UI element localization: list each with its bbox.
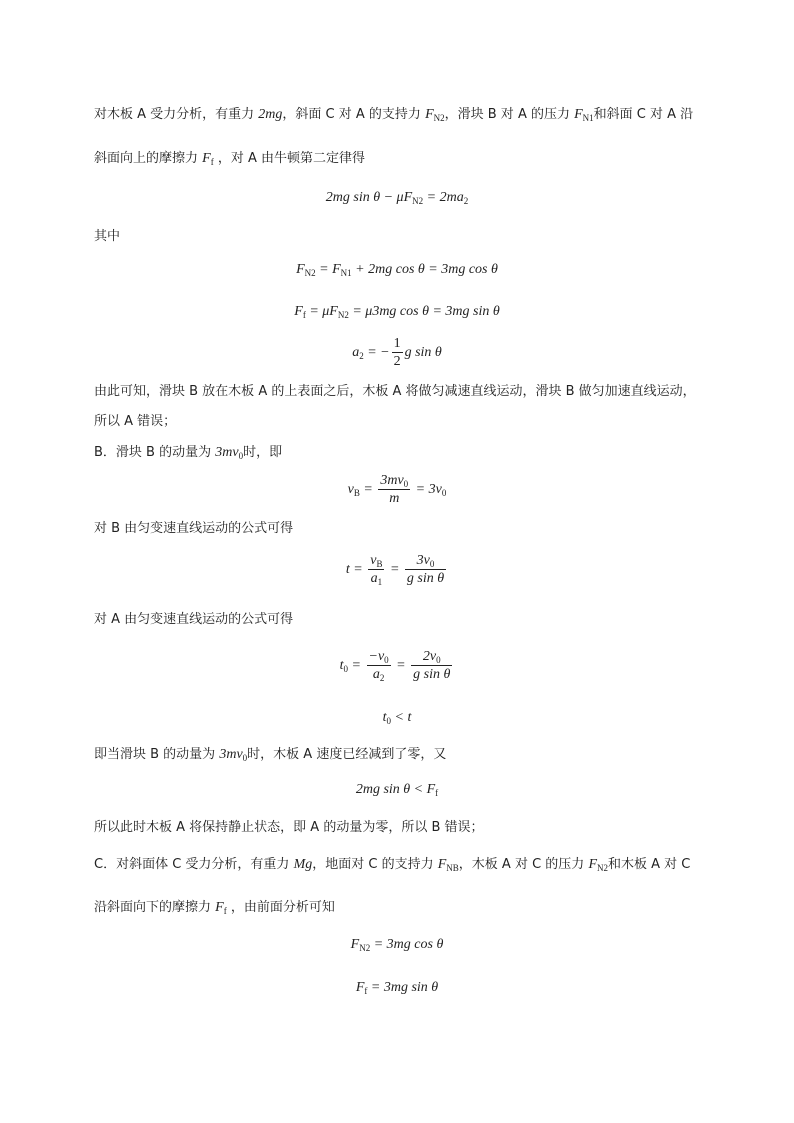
paragraph-force-analysis-a: 对木板 A 受力分析，有重力 2mg，斜面 C 对 A 的支持力 $F_{N2}$，滑块 B 对 A 的压力 $F_{N1}$和斜面 C 对 A 沿 <box>94 107 694 123</box>
equation-time-t0: $t_0$ = $\frac{-v_0}{a_2}$ = $\frac{2v_0}{\text{g sin θ}}$ <box>339 649 451 684</box>
equation-ff-c: $F_f = 3mg$ sin θ <box>355 980 439 996</box>
inequality-gravity-friction: 2mg $\sin \theta < F_f$ <box>355 782 439 798</box>
inequality-t0-less-t: $t_0 < t$ <box>382 710 412 726</box>
equation-friction-force: $F_f = \mu F_{N2} = \mu 3mg$ cos θ = 3mg sin θ <box>294 304 500 320</box>
fraction-3v0-over-gsin: $\frac{3v_0}{\text{g sin θ}}$ <box>406 553 445 587</box>
fraction-3mv0-over-m: $\frac{3mv_0}{m}$ <box>380 473 409 507</box>
equation-normal-force: $F_{N2} = F_{N1} + 2mg$ cos θ = 3mg cos θ <box>296 262 498 278</box>
fraction-one-half: $\frac{1}{2}$ <box>393 336 401 370</box>
fraction-vb-over-a1: $\frac{v_B}{a_1}$ <box>370 553 383 588</box>
paragraph-force-analysis-a-cont: 斜面向上的摩擦力 $F_f$ ，对 A 由牛顿第二定律得 <box>94 151 365 167</box>
equation-fn2-c: $F_{N2} = 3mg$ cos θ <box>350 937 444 953</box>
paragraph-option-c: C．对斜面体 C 受力分析，有重力 Mg，地面对 C 的支持力 $F_{NB}$，木板 A 对 C 的压力 $F_{N2}$和木板 A 对 C <box>94 857 691 873</box>
equation-velocity-b: $v_B$ = $\frac{3mv_0}{m}$ = $3v_0$ <box>347 473 447 507</box>
fraction-neg-v0-over-a2: $\frac{-v_0}{a_2}$ <box>368 649 389 684</box>
paragraph-b-kinematics: 对 B 由匀变速直线运动的公式可得 <box>94 521 294 536</box>
paragraph-a-wrong: 所以 A 错误； <box>94 414 177 429</box>
equation-acceleration-a2: $a_2$ = − $\frac{1}{2}$ g sin θ <box>352 336 442 370</box>
paragraph-b-wrong: 所以此时木板 A 将保持静止状态，即 A 的动量为零，所以 B 错误； <box>94 820 484 835</box>
equation-newton-second-law: 2mg $\sin \theta - \mu F_{N2} = 2ma_2$ <box>325 190 469 206</box>
paragraph-option-b: B．滑块 B 的动量为 $3mv_0$时，即 <box>94 445 283 461</box>
label-qizhong: 其中 <box>94 229 121 244</box>
paragraph-option-c-cont: 沿斜面向下的摩擦力 $F_f$ ，由前面分析可知 <box>94 900 335 916</box>
fraction-2v0-over-gsin: $\frac{2v_0}{\text{g sin θ}}$ <box>413 649 451 683</box>
paragraph-a-kinematics: 对 A 由匀变速直线运动的公式可得 <box>94 612 294 627</box>
equation-time-t: t = $\frac{v_B}{a_1}$ = $\frac{3v_0}{\text{g sin θ}}$ <box>345 553 445 588</box>
paragraph-a-stops: 即当滑块 B 的动量为 $3mv_0$时，木板 A 速度已经减到了零，又 <box>94 747 447 763</box>
paragraph-conclusion-motion: 由此可知，滑块 B 放在木板 A 的上表面之后，木板 A 将做匀减速直线运动，滑块 B 做匀加速直线运动， <box>94 384 696 399</box>
